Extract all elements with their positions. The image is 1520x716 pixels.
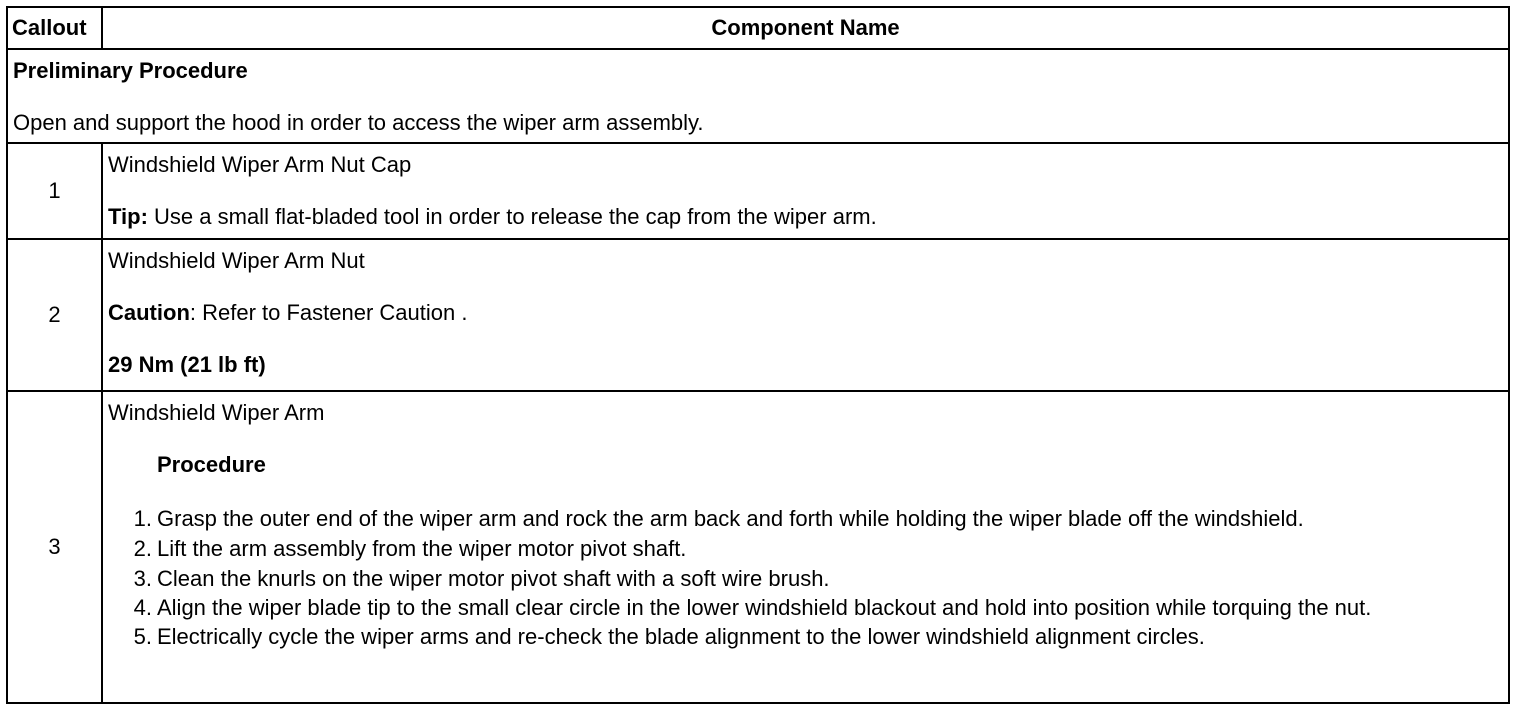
procedure-steps [108,504,1504,652]
preliminary-row [7,49,1509,143]
callout-header: Callout [7,7,102,49]
component-cell [102,239,1509,391]
list-item: 4. Align the wiper blade tip to the small clear circle in the lower windshield blackout and hold into position while torquing the nut. [133,595,1372,620]
header-row [7,7,1509,49]
caution-text: : Refer to Fastener Caution . [189,300,468,325]
callout-number: 1 [7,143,102,239]
tip-text: Use a small flat-bladed tool in order to release the cap from the wiper arm. [147,204,877,229]
component-name: Windshield Wiper Arm Nut Cap [108,152,412,177]
torque-spec: 29 Nm (21 lb ft) [108,352,266,377]
list-item: 1. Grasp the outer end of the wiper arm and rock the arm back and forth while holding the wiper blade off the windshield. [133,506,1304,531]
table-row [7,143,1509,239]
list-item: 5. Electrically cycle the wiper arms and re-check the blade alignment to the lower windshield alignment circles. [133,624,1205,649]
caution-note [108,300,1504,326]
callout-number: 3 [7,391,102,703]
callout-number: 2 [7,239,102,391]
list-item: 3. Clean the knurls on the wiper motor pivot shaft with a soft wire brush. [133,566,830,591]
caution-label: Caution [108,300,190,325]
component-name-header: Component Name [102,7,1509,49]
list-item: 2. Lift the arm assembly from the wiper motor pivot shaft. [133,536,687,561]
component-name: Windshield Wiper Arm [108,400,325,425]
component-cell [102,143,1509,239]
preliminary-text: Open and support the hood in order to access the wiper arm assembly. [13,110,704,135]
component-cell [102,391,1509,703]
table-row [7,391,1509,703]
table-row [7,239,1509,391]
procedure-title: Procedure [157,452,266,477]
procedure-table [6,6,1510,704]
tip-label: Tip: [108,204,148,229]
tip-note [108,204,1504,230]
component-name: Windshield Wiper Arm Nut [108,248,365,273]
preliminary-title: Preliminary Procedure [13,58,248,83]
preliminary-cell [7,49,1509,143]
